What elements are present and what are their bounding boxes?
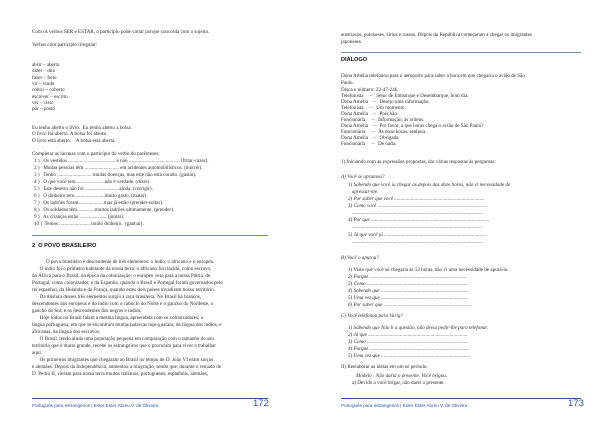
dialog-intro: Paulo. — [341, 80, 354, 86]
answer-line: 4) Porque .............................................................................. — [348, 346, 469, 352]
answer-line: apressar-me. — [348, 189, 379, 195]
answer-line: 4) Por que ............................................................................................. — [348, 217, 490, 223]
irregular-item: vir – vindo — [32, 81, 55, 87]
irregular-item: escrever – escrito — [32, 94, 68, 100]
answer-line: 5) Uma vez que ...................................................................... — [348, 353, 471, 359]
right-page — [300, 0, 600, 424]
answer-line: ....................................................................................................... — [348, 224, 483, 230]
dialog-line: Dona Amélia – Desejo uma informação. — [341, 99, 430, 105]
exercise-2-title: II) Reelaborar as idéias em um só período: — [341, 364, 428, 370]
footer-text: Português para estrangeiros | Ester Ester Abreu V. de Oliveira — [32, 403, 159, 408]
example-line: O livro está aberto. A bolsa está aberta. — [32, 138, 116, 144]
irregular-item: cobrir – coberto — [32, 87, 65, 93]
body-line: descendentes dos europeus e do índio com o caboclo do Norte e o gaúcho do Nordeste, o — [32, 301, 214, 307]
body-line: africanas, da língua dos escravos. — [32, 329, 101, 335]
exercise-item: 6 ) O dinheiro tem........................muito gasto. (matar). — [34, 193, 148, 199]
dialog-line: Funcionária – De nada. — [341, 141, 397, 147]
question-c-title: C) Você telefonou para Varig? — [341, 313, 403, 319]
irregular-item: pôr – posto — [32, 106, 55, 112]
answer-line: 1) Sabendo que você ia chegar às depois das doze horas, não vi necessidade de — [348, 182, 511, 188]
exercise-item: 5 ) Este deserto não foi .......................... ainda. (corrigir). — [34, 186, 153, 192]
dialog-line: Telefonista – Setor de Embarque e Desembarque, bom dia. — [341, 93, 469, 99]
answer-line: 5) Já que você já ................................................................................. — [348, 232, 488, 238]
exercise-item: 3 ) Tenho ........................... muitas doenças, mas este não está curado. (gastar). — [34, 172, 197, 178]
answer-line: 3) Como ................................................................................ — [348, 339, 469, 345]
irregular-item: dizer – dito — [32, 68, 56, 74]
body-line: O povo brasileiro é descendente de três elementos: o índio, o africano e o europeu. — [32, 259, 215, 265]
dialog-line: Dona Amélia – Pois não. — [341, 111, 399, 117]
answer-line: 6) Por saber que ..................................................................... — [348, 302, 472, 308]
question-b-title: B) Você o apurou? — [341, 255, 379, 261]
exercise-item: 10 ) Temos ........................ muito dinheiro. (ganhar). — [34, 221, 144, 227]
exercise-item: 9 ) As crianças estão ..................... (juntar). — [34, 214, 125, 220]
intro-text: Com os verbos SER e ESTAR, o particípio pode variar porque concorda com o sujeito. — [32, 29, 210, 35]
dialog-line: Funcionária – Informação, às ordens. — [341, 117, 425, 123]
footer-text: Português para estrangeiros | Ester Ester Abreu V. de Oliveira — [341, 403, 468, 408]
answer-line: 1) Visto que você só chegaria às 12 horas, não vi uma necessidade de apurá-lo. — [348, 267, 509, 273]
body-line: gaúcho do Sul; e os descendentes dos negros e índios. — [32, 308, 142, 314]
exercise-2-line: a) Devido a você brigar, não darei o presente. — [352, 380, 445, 386]
task-instruction: 1) Iniciando com as expressões propostas, dar várias respostas às perguntas: — [341, 159, 496, 165]
irregular-title: Verbos com particípio irregular: — [32, 42, 98, 48]
irregular-item: fazer – feito — [32, 75, 57, 81]
body-line: Os primeiros imigrantes que chegaram ao Brasil no tempo de D. João VI eram suíços — [32, 357, 214, 363]
exercise-2-line: Modelo : Não daria o presente. Você brigou. — [356, 373, 448, 379]
body-line: D. Pedro II, vieram para nossa terra muitos italianos, portugueses, espanhóis, alemães, — [32, 371, 209, 377]
question-a-title: A) Você se aprumou? — [341, 174, 385, 180]
exercise-item: 1 ) Os vestidos ..................................... e não ........................................ (fritar-cozer). — [34, 158, 209, 164]
dialog-line: Disca o número: 22-47-246. — [341, 87, 399, 93]
answer-line: 2) Porque ............................................................................ — [348, 274, 467, 280]
irregular-item: ver – visto — [32, 100, 54, 106]
section-title: 2 O POVO BRASILEIRO — [32, 243, 97, 249]
answer-line: ....................................................................................................... — [348, 210, 483, 216]
exercise-item: 2 ) Muitas pessoas têm ........................... em acidentes automobilísticos. (morrer). — [34, 165, 203, 171]
example-line: Eu tenho aberto o livro. Eu tenho aberto a bolsa. — [32, 125, 132, 131]
answer-line: 2) Já que .............................................................................. — [348, 332, 468, 338]
body-line: da África para o Brasil, na época da colonização; o europeu veio para a nossa Pátria, de — [32, 273, 211, 279]
irregular-item: abrir – aberto — [32, 62, 60, 68]
dialog-line: Telefonista – Um momento. — [341, 105, 406, 111]
exercise-item: 4 ) O que você tem.......................não é verdade. (dizer). — [34, 179, 151, 185]
page-number: 173 — [568, 398, 584, 409]
body-line: aqui. — [32, 350, 43, 356]
footer-rule — [341, 398, 581, 399]
body-line: Portugal, como colonizador, e da Espanha, quando o Brasil e Portugal foram governados pelo — [32, 280, 223, 286]
answer-line: 5) Uma vez que ..................................................................... — [348, 295, 469, 301]
page-number: 172 — [253, 398, 269, 409]
answer-line: ....................................................................................................... — [348, 239, 483, 245]
answer-line: 3) Como você ...................................................................................... — [348, 203, 488, 209]
body-line: território que é muito grande, recebe os estrangeiros que o procuram para viver e trabalhar — [32, 343, 217, 349]
body-line: O Brasil, tendo ainda uma população pequena em comparação com o tamanho do seu — [32, 336, 214, 342]
answer-line: 3) Como ............................................................................... — [348, 281, 468, 287]
answer-line: 2) Por saber que você ....................................................................... — [348, 196, 485, 202]
body-line: língua portuguesa, em que se encontram muitas palavras tupi-guarani, da língua dos índios, e — [32, 322, 222, 328]
section-divider — [341, 52, 581, 53]
continued-line: austríacos, poloneses, sírios e russos. Depois da República começaram a chegar os imigrantes — [341, 32, 532, 38]
body-line: Hoje todos no Brasil falam a mesma língua, apreendida com os colonizadores: a — [32, 315, 204, 321]
continued-line: japoneses. — [341, 39, 363, 45]
exercise-item: 7 ) Os ladrões foram....................mas já estão (prender-soltar). — [34, 200, 164, 206]
dialog-intro: Dona Amélia telefonou para o aeroporto para saber a hora em que chegaria o avião de São — [341, 73, 525, 79]
dialog-line: Funcionária – Às doze horas, senhora. — [341, 129, 427, 135]
exercise-title: Completar as lacunas com o particípio do verbo do parênteses: — [32, 151, 160, 157]
body-line: rei espanhol, da Holanda e da França, quando estes dois países invadiram nosso território. — [32, 287, 216, 293]
dialog-line: Dona Amélia – Por favor, a que horas chega o avião de São Paulo? — [341, 123, 484, 129]
dialog-title: DIÁLOGO — [341, 57, 368, 63]
dialog-line: Dona Amélia – Obrigada. — [341, 135, 400, 141]
answer-line: 1) Sabendo que Não li a questão, não devia pedir-lhe para telefonar. — [348, 325, 489, 331]
answer-line: 4) Sabendo que ..................................................................... — [348, 288, 469, 294]
exercise-item: 8 ) Os soldados têm..............muitos ladrões ultimamente. (prender). — [34, 207, 175, 213]
example-line: O livro foi aberto. A bolsa foi aberta. — [32, 131, 108, 137]
footer-rule — [32, 398, 268, 399]
body-line: e alemães. Depois da Independência, aumentou a imigração, sendo que, durante o reinado de — [32, 364, 222, 370]
section-divider — [32, 235, 268, 236]
body-line: O índio foi o primeiro habitante da nossa terra; o africano foi trazido, como escravo, — [32, 266, 212, 272]
body-line: Da mistura desses três elementos surgiu a raça brasileira. No Brasil há brancos, — [32, 294, 202, 300]
